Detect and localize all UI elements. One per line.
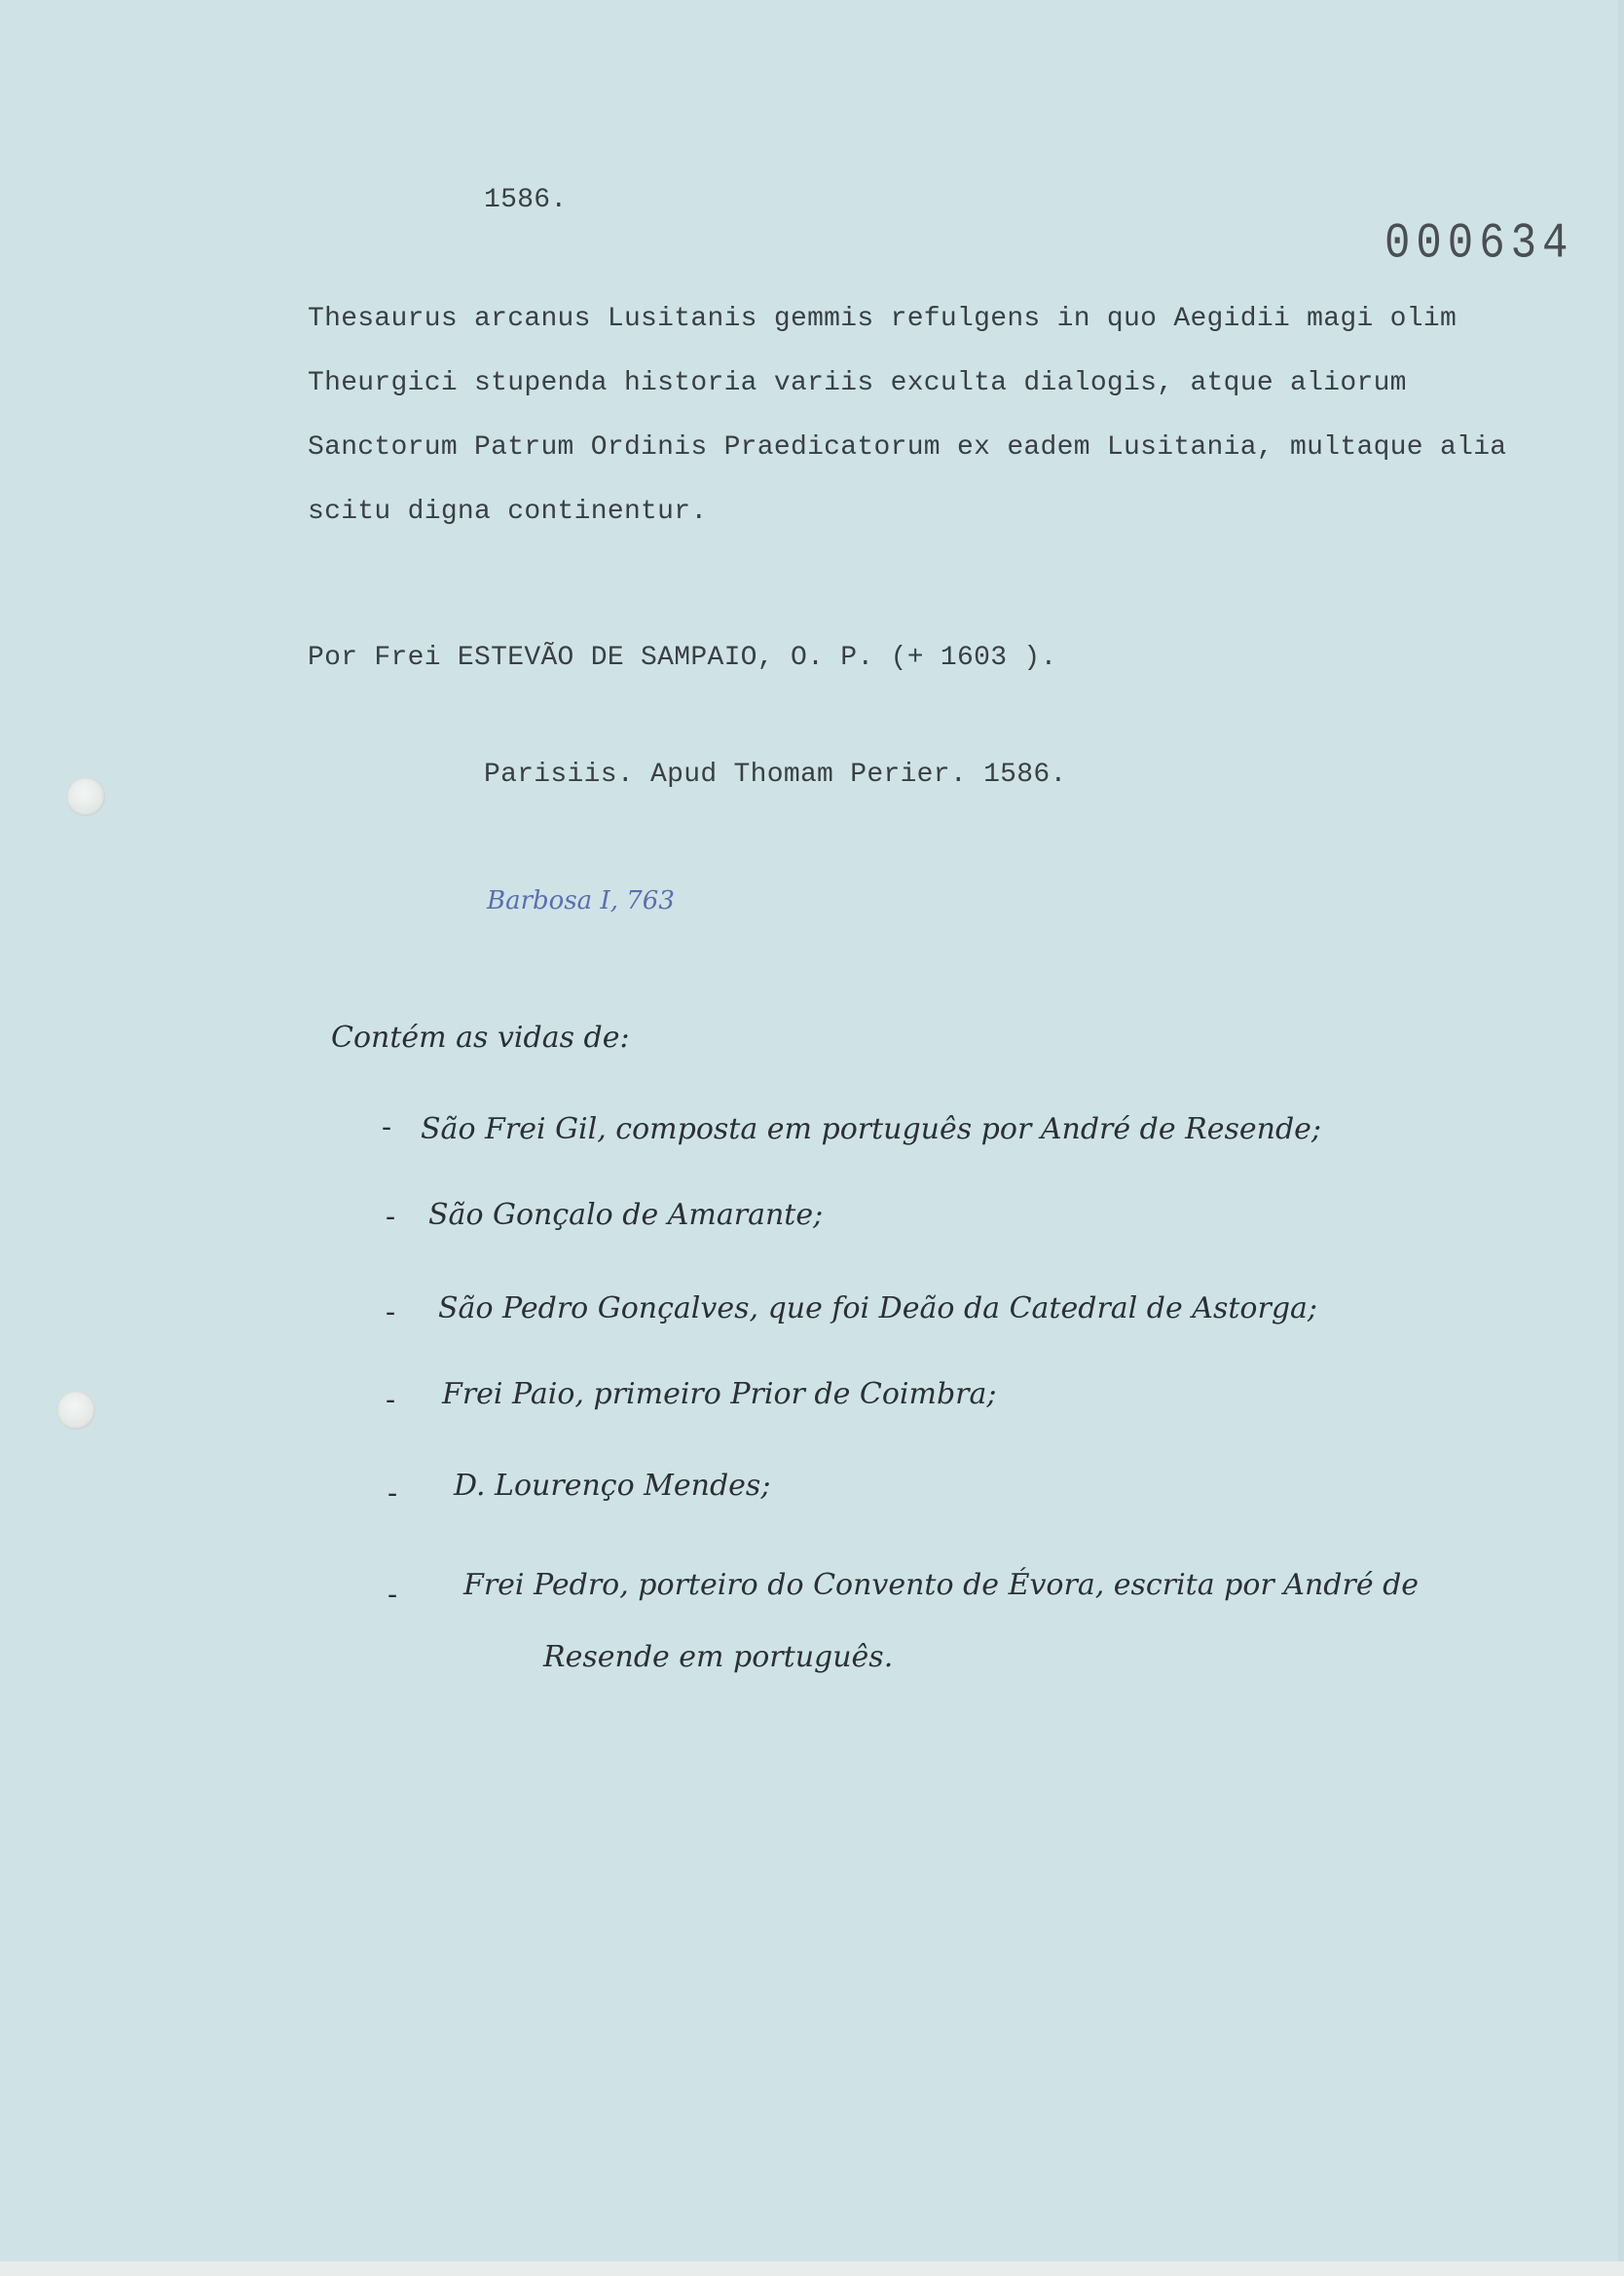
contents-item-3: São Pedro Gonçalves, que foi Deão da Catedral de Astorga; — [438, 1291, 1318, 1325]
imprint-line: Parisiis. Apud Thomam Perier. 1586. — [484, 760, 1067, 790]
punch-hole-bottom — [56, 1391, 95, 1430]
bibliographic-reference: Barbosa I, 763 — [487, 886, 675, 915]
scan-bottom-edge — [0, 2261, 1624, 2276]
contents-item-5-dash: - — [388, 1476, 398, 1511]
year-heading: 1586. — [484, 185, 568, 215]
contents-item-4: Frei Paio, primeiro Prior de Coimbra; — [442, 1377, 997, 1411]
title-line-3: Sanctorum Patrum Ordinis Praedicatorum ex eadem Lusitania, multaque alia — [308, 432, 1507, 463]
contents-item-4-dash: - — [386, 1383, 396, 1417]
contents-item-6: Frei Pedro, porteiro do Convento de Évora, escrita por André de — [463, 1568, 1420, 1602]
contents-item-1-dash: - — [382, 1110, 392, 1144]
serial-number: 000634 — [1384, 216, 1574, 273]
contents-item-3-dash: - — [386, 1295, 396, 1329]
contents-item-2-dash: - — [386, 1200, 396, 1234]
contents-heading: Contém as vidas de: — [331, 1021, 630, 1055]
title-line-2: Theurgici stupenda historia variis exculta dialogis, atque aliorum — [308, 368, 1407, 398]
title-line-1: Thesaurus arcanus Lusitanis gemmis refulgens in quo Aegidii magi olim — [308, 304, 1458, 334]
contents-item-6-dash: - — [388, 1578, 398, 1612]
contents-item-2: São Gonçalo de Amarante; — [428, 1198, 824, 1232]
title-line-4: scitu digna continentur. — [308, 497, 708, 527]
contents-item-5: D. Lourenço Mendes; — [454, 1469, 771, 1503]
contents-item-1: São Frei Gil, composta em português por André de Resende; — [421, 1112, 1322, 1146]
punch-hole-top — [66, 777, 105, 816]
contents-item-6-continuation: Resende em português. — [543, 1640, 894, 1674]
author-line: Por Frei ESTEVÃO DE SAMPAIO, O. P. (+ 1603 ). — [308, 643, 1057, 673]
